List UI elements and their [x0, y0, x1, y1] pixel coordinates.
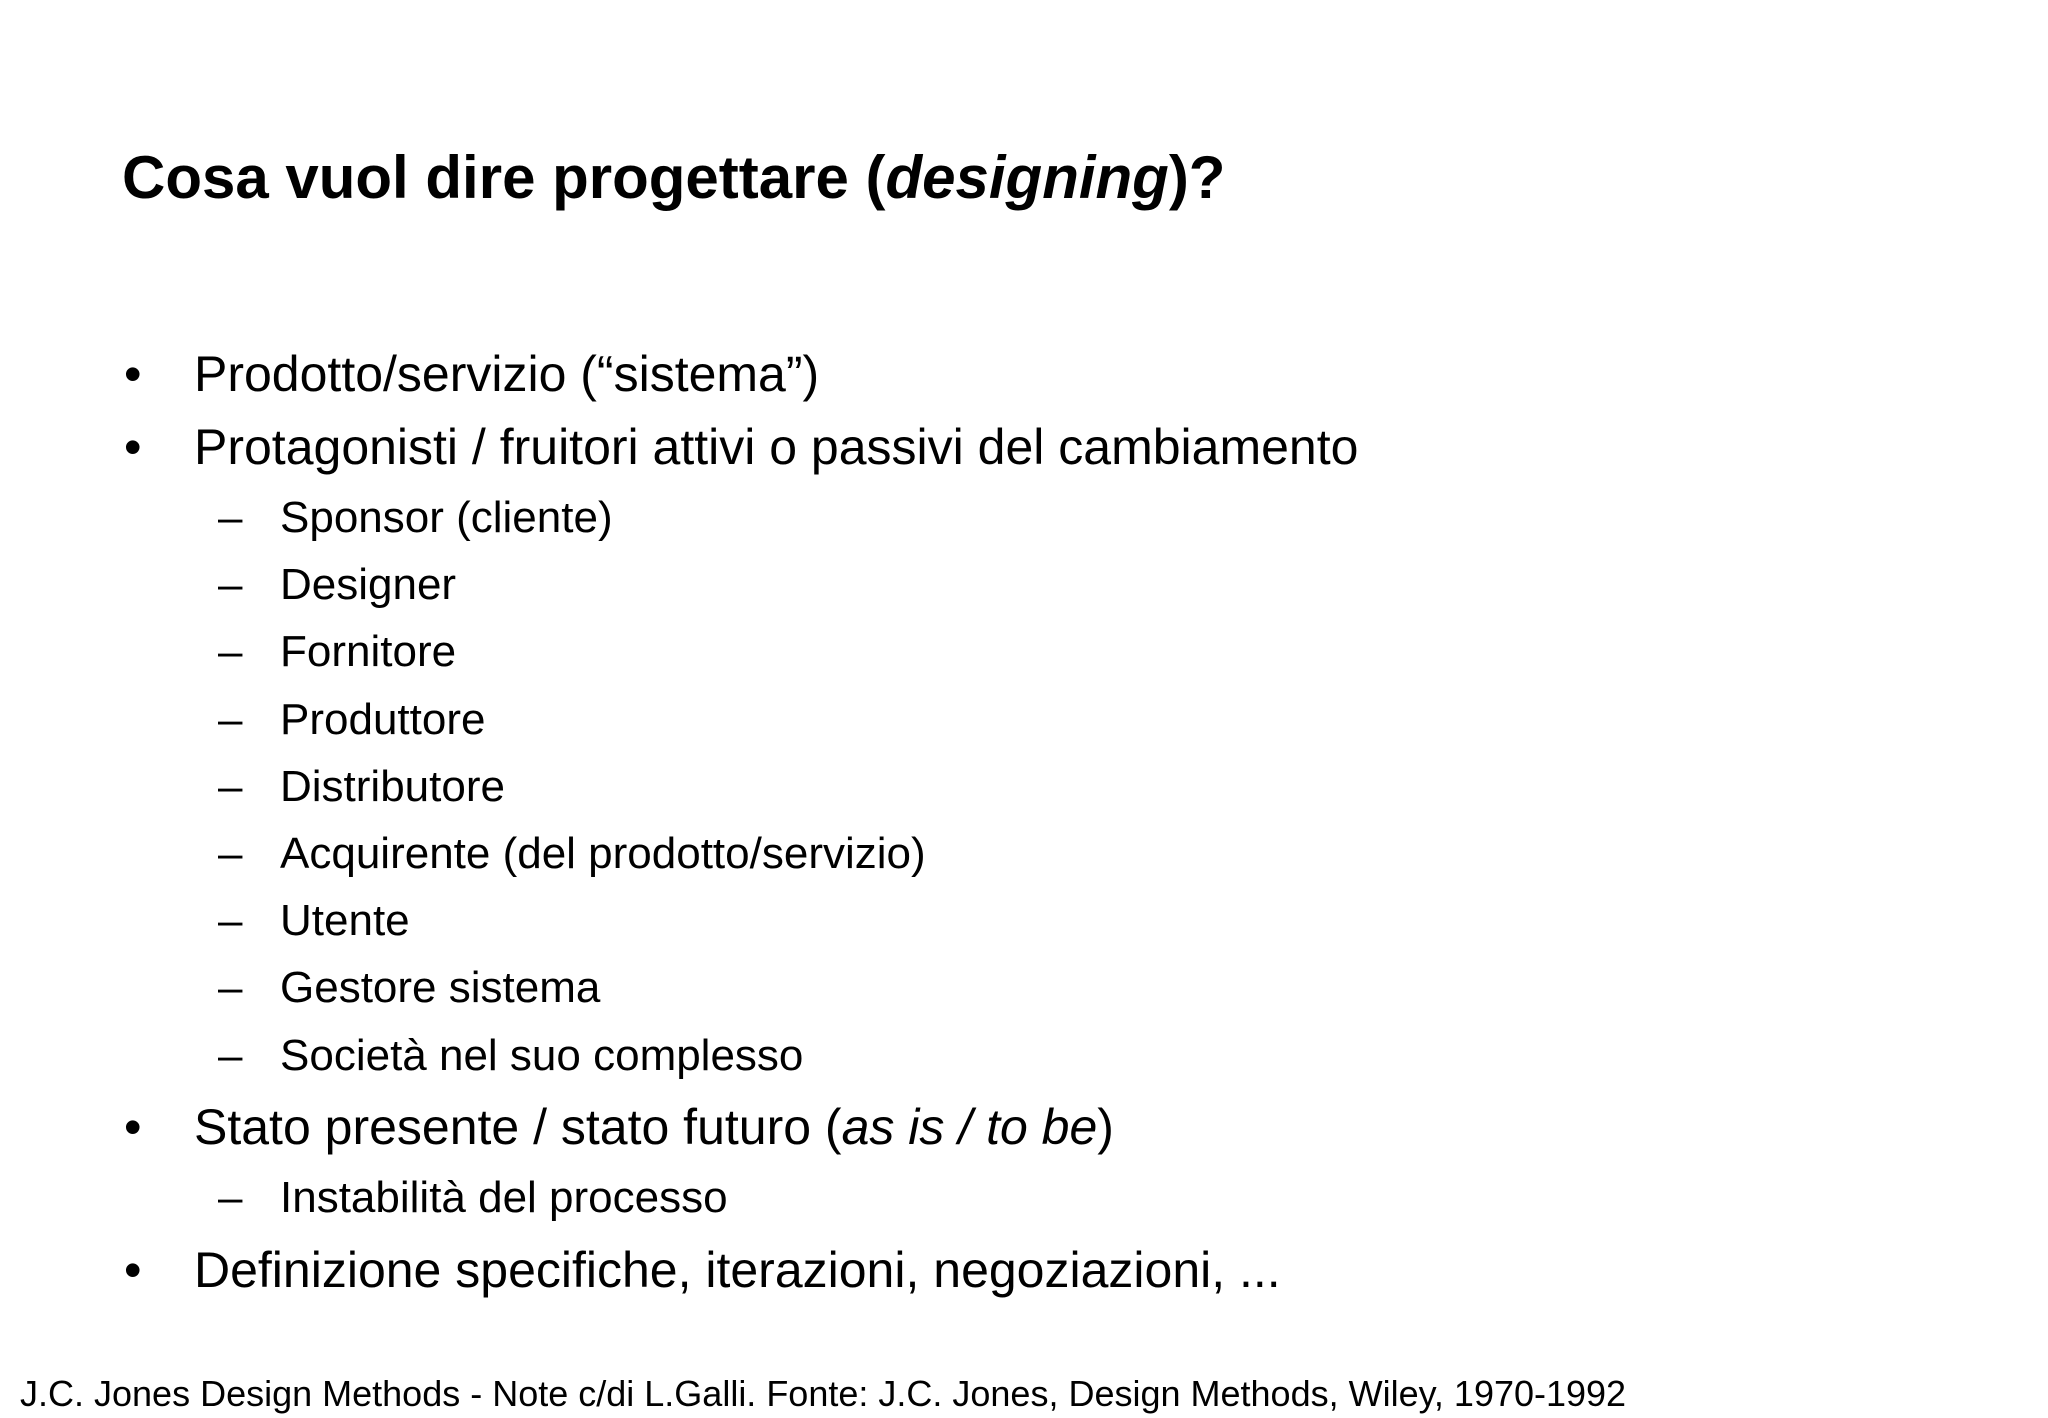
- sub-item-text: Produttore: [280, 695, 486, 744]
- dash-marker: –: [218, 1173, 243, 1222]
- bullet-marker: •: [124, 1242, 142, 1298]
- sub-item-text: Instabilità del processo: [280, 1173, 728, 1222]
- bullet-marker: •: [124, 1099, 142, 1155]
- sub-item-text: Distributore: [280, 762, 505, 811]
- sub-item-text: Gestore sistema: [280, 963, 601, 1012]
- bullet-marker: •: [124, 419, 142, 475]
- bullet-text: Prodotto/servizio (“sistema”): [194, 346, 820, 402]
- bullet-text-after: ): [1097, 1099, 1114, 1155]
- sub-item-text: Società nel suo complesso: [280, 1031, 804, 1080]
- dash-marker: –: [218, 829, 243, 878]
- slide-title: [122, 140, 1225, 216]
- bullet-text: Definizione specifiche, iterazioni, negoziazioni, ...: [194, 1242, 1281, 1298]
- dash-marker: –: [218, 762, 243, 811]
- title-emphasis: designing: [885, 144, 1169, 211]
- sub-item-text: Designer: [280, 560, 457, 609]
- bullet-marker: •: [124, 346, 142, 402]
- sub-item-text: Fornitore: [280, 627, 457, 676]
- dash-marker: –: [218, 560, 243, 609]
- dash-marker: –: [218, 1031, 243, 1080]
- bullet-text-before: Stato presente / stato futuro (: [194, 1099, 842, 1155]
- sub-item-text: Acquirente (del prodotto/servizio): [280, 829, 926, 878]
- title-text-before: Cosa vuol dire progettare (: [122, 144, 886, 211]
- dash-marker: –: [218, 695, 243, 744]
- bullet-text: [194, 1097, 1114, 1157]
- bullet-text-emphasis: as is / to be: [841, 1099, 1098, 1155]
- dash-marker: –: [218, 493, 243, 542]
- sub-item-text: Utente: [280, 896, 410, 945]
- bullet-text: Protagonisti / fruitori attivi o passivi del cambiamento: [194, 419, 1359, 475]
- dash-marker: –: [218, 896, 243, 945]
- dash-marker: –: [218, 963, 243, 1012]
- slide-footer: J.C. Jones Design Methods - Note c/di L.Galli. Fonte: J.C. Jones, Design Methods, Wiley, 1970-1992: [20, 1373, 1627, 1414]
- sub-item-text: Sponsor (cliente): [280, 493, 613, 542]
- dash-marker: –: [218, 627, 243, 676]
- title-text-after: )?: [1168, 144, 1226, 211]
